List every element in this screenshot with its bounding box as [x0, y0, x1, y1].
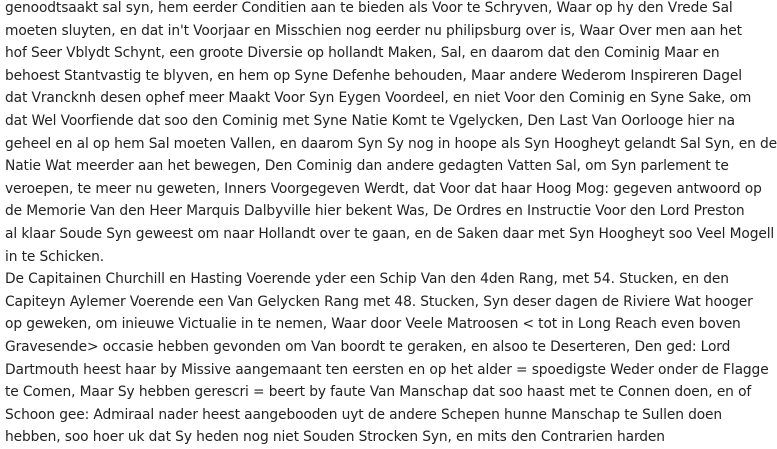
text-line: in te Schicken. — [5, 248, 105, 265]
text-line: Capiteyn Aylemer Voerende een Van Gelycken Rang met 48. Stucken, Syn deser dagen de Riviere Wat hooger — [5, 293, 753, 310]
text-line: hebben, soo hoer uk dat Sy heden nog niet Souden Strocken Syn, en mits den Contrarien harden — [5, 429, 665, 446]
document-text — [5, 0, 777, 449]
text-line: te Comen, Maar Sy hebben gerescri = beert by faute Van Manschap dat soo haast met te Connen doen, en of — [5, 384, 752, 401]
text-line: op geweken, om inieuwe Victualie in te nemen, Waar door Veele Matroosen < tot in Long Reach even boven — [5, 316, 741, 333]
text-line: al klaar Soude Syn geweest om naar Hollandt over te gaan, en de Saken daar met Syn Hoogheyt soo Veel Mogell — [5, 225, 775, 242]
paragraph-1 — [5, 0, 777, 268]
text-line: de Memorie Van den Heer Marquis Dalbyville hier bekent Was, De Ordres en Instructie Voor den Lord Preston — [5, 203, 745, 220]
text-line: Natie Wat meerder aan het bewegen, Den Cominig dan andere gedagten Vatten Sal, om Syn parlement te — [5, 158, 729, 175]
text-line: dat Vrancknh desen ophef meer Maakt Voor Syn Eygen Voordeel, en niet Voor den Cominig en Syne Sake, om — [5, 90, 752, 107]
text-line: genoodtsaakt sal syn, hem eerder Conditien aan te bieden als Voor te Schryven, Waar op hy den Vrede Sal — [5, 0, 733, 16]
text-line: Dartmouth heest haar by Missive aangemaant ten eersten en op het alder = spoedigste Weder onder de Flagge — [5, 361, 769, 378]
text-line: behoest Stantvastig te blyven, en hem op Syne Defenhe behouden, Maar andere Wederom Inspireren Dagel — [5, 67, 742, 84]
paragraph-2 — [5, 268, 769, 449]
text-line: veroepen, te meer nu geweten, Inners Voorgegeven Werdt, dat Voor dat haar Hoog Mog: gegeven antwoord op — [5, 180, 762, 197]
text-line: hof Seer Vblydt Schynt, een groote Diversie op hollandt Maken, Sal, en daarom dat den Cominig Maar en — [5, 45, 720, 62]
text-line: dat Wel Voorfiende dat soo den Cominig met Syne Natie Komt te Vgelycken, Den Last Van Oorlooge hier na — [5, 112, 735, 129]
text-line: geheel en al op hem Sal moeten Vallen, en daarom Syn Sy nog in hoope als Syn Hoogheyt gelandt Sal Syn, en de — [5, 135, 777, 152]
text-line: Gravesende> occasie hebben gevonden om Van boordt te geraken, en alsoo te Deserteren, Den ged: Lord — [5, 338, 731, 355]
text-line: moeten sluyten, en dat in't Voorjaar en Misschien nog eerder nu philipsburg over is, Waar Over men aan het — [5, 22, 742, 39]
text-line: Schoon gee: Admiraal nader heest aangebooden uyt de andere Schepen hunne Manschap te Sullen doen — [5, 406, 723, 423]
text-line: De Capitainen Churchill en Hasting Voerende yder een Schip Van den 4den Rang, met 54. Stucken, en den — [5, 271, 729, 288]
